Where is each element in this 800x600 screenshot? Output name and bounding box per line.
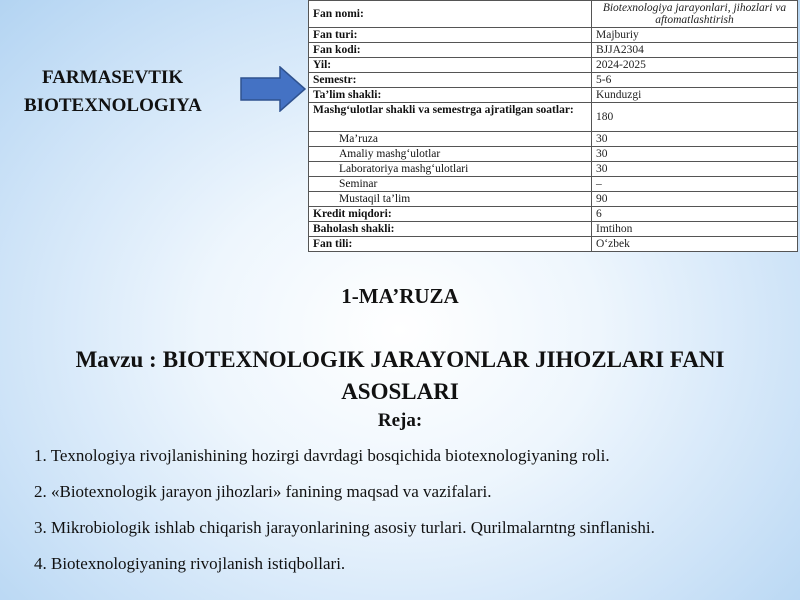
lecture-topic (40, 344, 760, 408)
faculty-line-2: BIOTEXNOLOGIYA (24, 95, 202, 116)
table-row (309, 88, 798, 103)
topic-text: BIOTEXNOLOGIK JARAYONLAR JIHOZLARI FANI ASOSLARI (162, 347, 725, 404)
row-value: – (592, 177, 798, 192)
row-key: Fan tili: (309, 237, 592, 252)
table-row (309, 73, 798, 88)
plan-list (34, 444, 794, 588)
row-key: Seminar (309, 177, 592, 192)
row-key: Fan turi: (309, 28, 592, 43)
row-value: 30 (592, 162, 798, 177)
lecture-title: 1-MA’RUZA (341, 284, 459, 308)
table-row (309, 222, 798, 237)
row-value: Biotexnologiya jarayonlari, jihozlari va aftomatlashtirish (592, 1, 798, 28)
table-row (309, 147, 798, 162)
row-key: Baholash shakli: (309, 222, 592, 237)
row-key: Amaliy mashg‘ulotlar (309, 147, 592, 162)
topic-label: Mavzu : (75, 347, 157, 372)
right-arrow-icon (240, 66, 306, 112)
row-value: 30 (592, 132, 798, 147)
row-key: Mustaqil ta’lim (309, 192, 592, 207)
table-row (309, 162, 798, 177)
faculty-heading (20, 64, 240, 120)
table-row (309, 207, 798, 222)
plan-item: 1. Texnologiya rivojlanishining hozirgi davrdagi bosqichida biotexnologiyaning roli. (34, 446, 610, 465)
row-value: Majburiy (592, 28, 798, 43)
course-info-table (308, 0, 798, 252)
row-key: Fan kodi: (309, 43, 592, 58)
table-row (309, 237, 798, 252)
row-value: 2024-2025 (592, 58, 798, 73)
row-value: 5-6 (592, 73, 798, 88)
row-value: Imtihon (592, 222, 798, 237)
row-key: Fan nomi: (309, 1, 592, 28)
row-key: Ta’lim shakli: (309, 88, 592, 103)
table-row (309, 177, 798, 192)
table-row (309, 43, 798, 58)
table-row (309, 58, 798, 73)
row-value: BJJA2304 (592, 43, 798, 58)
row-value: 30 (592, 147, 798, 162)
table-row (309, 103, 798, 132)
row-value: 90 (592, 192, 798, 207)
row-value: 6 (592, 207, 798, 222)
plan-heading: Reja: (377, 410, 423, 431)
row-value: Kunduzgi (592, 88, 798, 103)
row-value: 180 (592, 103, 798, 132)
table-row (309, 28, 798, 43)
plan-item: 3. Mikrobiologik ishlab chiqarish jarayonlarining asosiy turlari. Qurilmalarntng sinflanishi. (34, 518, 655, 537)
row-key: Mashg‘ulotlar shakli va semestrga ajratilgan soatlar: (309, 103, 592, 132)
row-key: Laboratoriya mashg‘ulotlari (309, 162, 592, 177)
row-key: Semestr: (309, 73, 592, 88)
table-row (309, 132, 798, 147)
plan-item: 2. «Biotexnologik jarayon jihozlari» fanining maqsad va vazifalari. (34, 482, 492, 501)
row-value: O‘zbek (592, 237, 798, 252)
table-row (309, 1, 798, 28)
row-key: Yil: (309, 58, 592, 73)
faculty-line-1: FARMASEVTIK (42, 67, 184, 88)
row-key: Kredit miqdori: (309, 207, 592, 222)
plan-item: 4. Biotexnologiyaning rivojlanish istiqbollari. (34, 554, 346, 573)
table-row (309, 192, 798, 207)
row-key: Ma’ruza (309, 132, 592, 147)
